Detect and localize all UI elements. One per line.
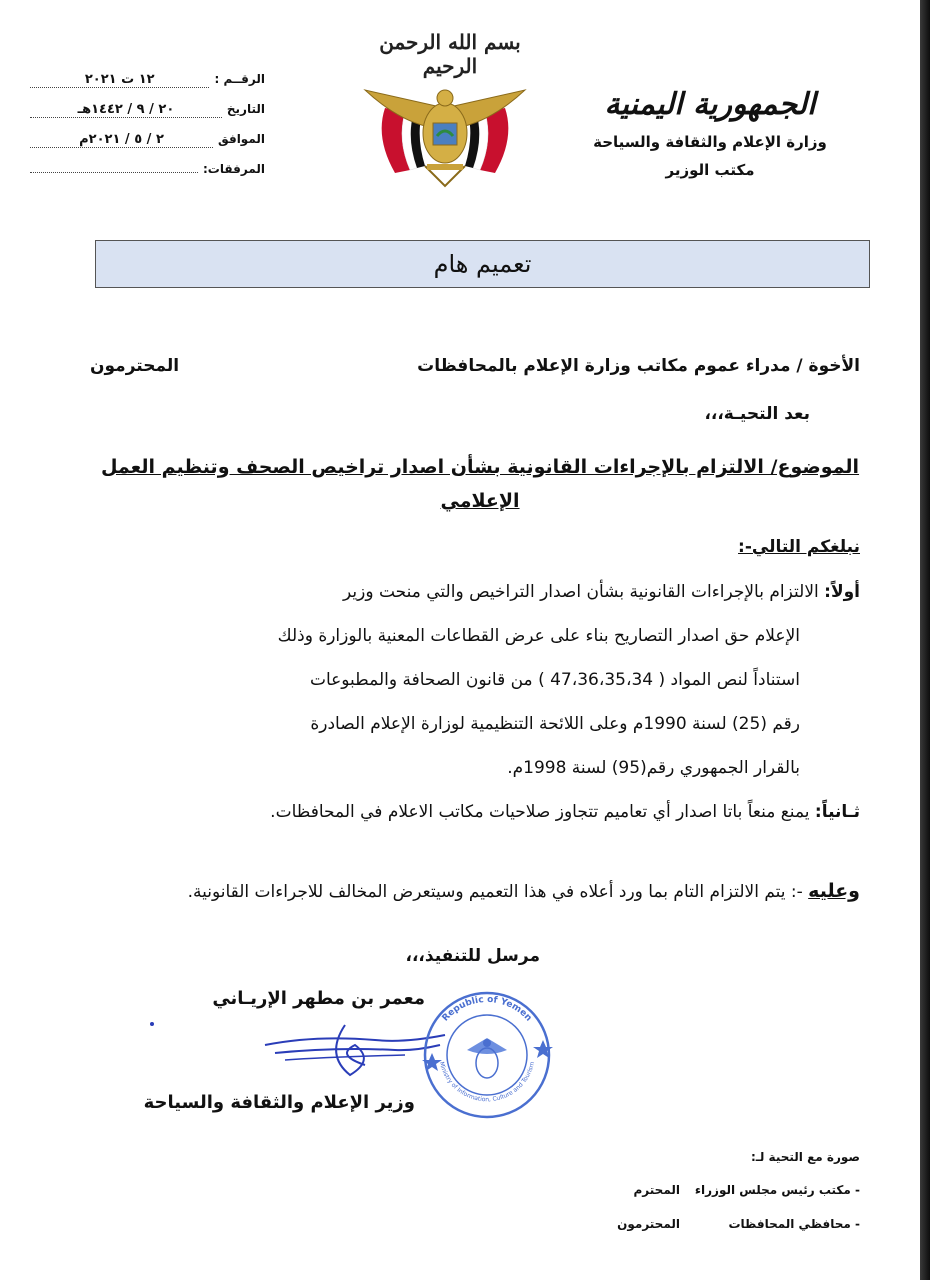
recipients-honorific: المحترمون — [90, 356, 180, 376]
greeting: بعد التحيـة،،، — [704, 404, 810, 424]
conclusion-label: وعليه — [808, 880, 860, 902]
scan-edge — [920, 0, 930, 1280]
issuer-heading — [560, 85, 860, 179]
subject-line: الموضوع/ الالتزام بالإجراءات القانونية بشأن اصدار تراخيص الصحف وتنظيم العمل الإعلامي — [100, 456, 860, 512]
corresponding-label: الموافق — [218, 132, 265, 146]
cc-honorific: المحترمون — [617, 1217, 680, 1231]
signatory-name: معمر بن مطهر الإريـاني — [212, 988, 425, 1009]
ref-label: الرقــم : — [214, 72, 265, 86]
intro-line: نبلغكم التالي-: — [738, 537, 860, 557]
second-clause — [80, 795, 860, 829]
cc-recipient: - محافظي المحافظات — [728, 1217, 860, 1231]
svg-text:Ministry of Information, Cultu — [438, 1061, 536, 1103]
first-text-line-5: بالقرار الجمهوري رقم(95) لسنة 1998م. — [507, 758, 800, 778]
reference-block — [30, 72, 265, 192]
ref-value: ١٢ ت ٢٠٢١ — [30, 72, 209, 88]
svg-text:Republic of Yemen — [441, 995, 534, 1024]
ref-number-row — [30, 72, 265, 102]
republic-name: الجمهورية اليمنية — [604, 87, 816, 122]
attachments-row — [30, 162, 265, 192]
stamp-english-text: Republic of Yemen — [440, 994, 534, 1024]
cc-row — [560, 1217, 860, 1251]
official-stamp-icon — [420, 988, 555, 1123]
recipients: الأخوة / مدراء عموم مكاتب وزارة الإعلام بالمحافظات — [417, 356, 860, 376]
send-for-execution: مرسل للتنفيذ،،، — [405, 946, 540, 966]
first-label: أولاً: — [824, 582, 860, 602]
stamp-ministry-english: Ministry of Information, Culture and Tourism — [437, 1061, 537, 1104]
second-label: ثـانياً: — [814, 802, 860, 822]
ink-dot — [150, 1022, 154, 1026]
ministry-name: وزارة الإعلام والثقافة والسياحة — [593, 133, 827, 151]
first-clause — [100, 570, 860, 790]
cc-heading: صورة مع التحية لـ: — [750, 1150, 860, 1164]
attachments-value — [30, 172, 198, 173]
gregorian-date: ٢ / ٥ / ٢٠٢١م — [30, 132, 213, 148]
hijri-date-row — [30, 102, 265, 132]
cc-recipient: - مكتب رئيس مجلس الوزراء — [694, 1183, 860, 1197]
cc-list — [560, 1183, 860, 1251]
gregorian-date-row — [30, 132, 265, 162]
second-text: يمنع منعاً باتا اصدار أي تعاميم تتجاوز صلاحيات مكاتب الاعلام في المحافظات. — [270, 802, 815, 822]
document-title: تعميم هام — [95, 240, 870, 288]
attachments-label: المرفقات: — [203, 162, 265, 176]
basmala: بسم الله الرحمن الرحيم — [379, 30, 521, 78]
cc-row — [560, 1183, 860, 1217]
first-text-line-4: رقم (25) لسنة 1990م وعلى اللائحة التنظيمية لوزارة الإعلام الصادرة — [310, 714, 800, 734]
first-text-line-1: الالتزام بالإجراءات القانونية بشأن اصدار التراخيص والتي منحت وزير — [343, 582, 825, 602]
hijri-date: ٢٠ / ٩ / ١٤٤٢هـ — [30, 102, 222, 118]
conclusion-text: -: يتم الالتزام التام بما ورد أعلاه في هذا التعميم وسيتعرض المخالف للاجراءات القانونية. — [187, 882, 809, 902]
office-name: مكتب الوزير — [665, 161, 755, 179]
signatory-title: وزير الإعلام والثقافة والسياحة — [143, 1092, 415, 1113]
yemen-eagle-emblem-icon — [355, 78, 535, 193]
cc-honorific: المحترم — [633, 1183, 680, 1197]
recipients-line — [90, 356, 860, 376]
conclusion-clause — [80, 876, 860, 907]
date-label: التاريخ — [226, 102, 265, 116]
first-text-line-3: استناداً لنص المواد ( 47،36،35،34 ) من قانون الصحافة والمطبوعات — [309, 670, 800, 690]
first-text-line-2: الإعلام حق اصدار التصاريح بناء على عرض القطاعات المعنية بالوزارة وذلك — [277, 626, 800, 646]
